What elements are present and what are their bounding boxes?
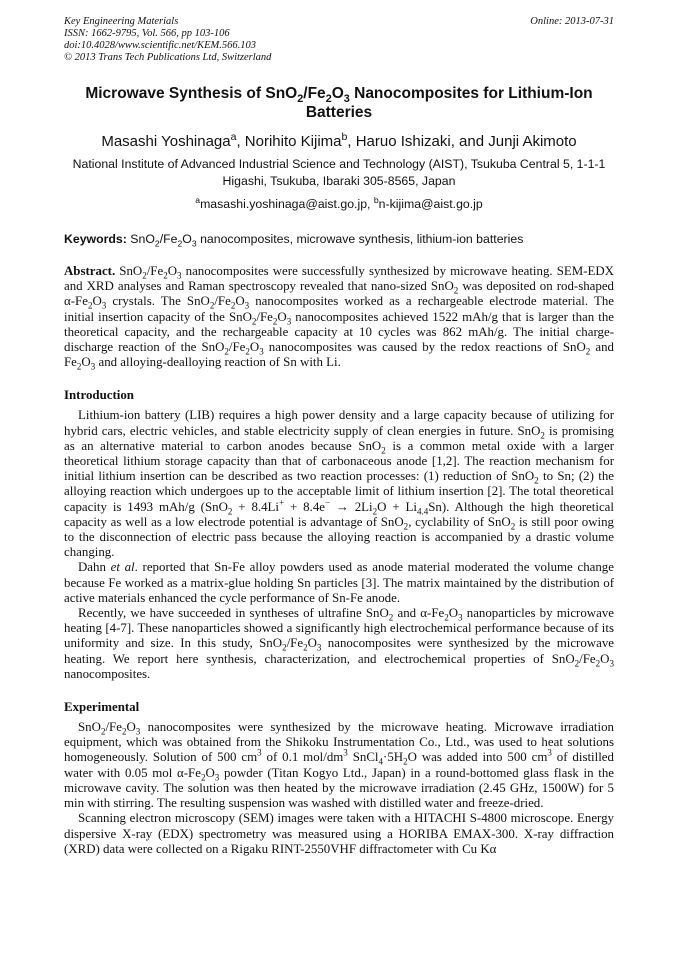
- paper-title: Microwave Synthesis of $SnO_2/Fe_2O_3$ Nanocomposites for Lithium-Ion Batteries: [85, 85, 593, 121]
- author-list: Masashi Yoshinaga$^a$, Norihito Kijima$^b$, Haruo Ishizaki, and Junji Akimoto: [101, 131, 577, 150]
- affiliation: National Institute of Advanced Industrial Science and Technology (AIST), Tsukuba Central 5, 1-1-1 Higashi, Tsukuba, Ibaraki 305-8565, Japan: [72, 157, 606, 188]
- paragraph: Lithium-ion battery (LIB) requires a high power density and a large capacity because of utilizing for hybrid cars, electric vehicles, and stable electricity supply of clean energies in future. SnO$_2$ is promising as an alternative material to carbon anodes because SnO$_2$ is a common metal oxide with a larger theoretical lithium storage capacity than that of carbonaceous anode [1,2]. The reaction mechanism for initial lithium insertion can be described as two reaction processes: (1) reduction of SnO$_2$ to Sn; (2) the alloying reaction which undergoes up to the acceptable limit of lithium insertion [2]. The total theoretical capacity is 1493 mAh/g $(SnO_2 + 8.4Li^+ + 8.4e^- \to 2Li_2O + Li_{4.4}Sn)$. Although the high theoretical capacity as well as a low electrode potential is advantage of SnO$_2$, cyclability of SnO$_2$ is still poor owing to the disconnection of electric pass because the alloying reaction is accompanied by a drastic volume changing.: [64, 408, 615, 560]
- author-name: Masashi Yoshinaga: [101, 133, 231, 150]
- section-heading-introduction: Introduction: [64, 388, 134, 403]
- keywords: Keywords: $SnO_2/Fe_2O_3$ nanocomposites, microwave synthesis, lithium-ion batteries: [64, 232, 524, 249]
- author-emails: $^a$masashi.yoshinaga@aist.go.jp, $^b$n-kijima@aist.go.jp: [195, 194, 483, 211]
- abstract-label: Abstract.: [64, 264, 116, 278]
- section-heading-experimental: Experimental: [64, 700, 140, 715]
- paragraph: Dahn et al. reported that Sn-Fe alloy powders used as anode material moderated the volume change because Fe worked as a matrix-glue holding Sn particles [3]. The matrix maintained by the distribution of active materials enhanced the cycle performance of Sn-Fe anode.: [64, 560, 614, 605]
- author-name: Haruo Ishizaki, and Junji Akimoto: [355, 133, 577, 150]
- author-name: Norihito Kijima: [244, 133, 342, 150]
- paper-page: [64, 16, 614, 857]
- experimental-section: [64, 720, 614, 857]
- abstract: Abstract. $SnO_2/Fe_2O_3$ nanocomposites were successfully synthesized by microwave heating. SEM-EDX and XRD analyses and Raman spectroscopy revealed that nano-sized SnO$_2$ was deposited on rod-shaped $\alpha-Fe_2O_3$ crystals. The $SnO_2/Fe_2O_3$ nanocomposites worked as a rechargeable electrode material. The initial insertion capacity of the $SnO_2/Fe_2O_3$ nanocomposites achieved 1522 mAh/g that is larger than the theoretical capacity, and the rechargeable capacity at 10 cycles was 862 mAh/g. The initial charge-discharge reaction of the $SnO_2/Fe_2O_3$ nanocomposites was caused by the redox reactions of SnO$_2$ and $Fe_2O_3$ and alloying-dealloying reaction of Sn with Li.: [64, 264, 614, 372]
- introduction-section: [64, 408, 614, 682]
- email-link[interactable]: n-kijima@aist.go.jp: [378, 197, 483, 211]
- online-date: Online: 2013-07-31: [530, 16, 614, 27]
- journal-issn: ISSN: 1662-9795, Vol. 566, pp 103-106: [64, 28, 230, 39]
- journal-name: Key Engineering Materials: [64, 16, 179, 27]
- journal-doi: doi:10.4028/www.scientific.net/KEM.566.103: [64, 40, 256, 51]
- email-link[interactable]: masashi.yoshinaga@aist.go.jp,: [200, 197, 374, 211]
- journal-copyright: © 2013 Trans Tech Publications Ltd, Switzerland: [64, 52, 272, 63]
- paragraph: Recently, we have succeeded in syntheses of ultrafine SnO$_2$ and $\alpha-Fe_2O_3$ nanoparticles by microwave heating [4-7]. These nanoparticles showed a significantly high electrochemical performance because of its uniformity and size. In this study, $SnO_2/Fe_2O_3$ nanocomposites were synthesized by the microwave heating. We report here synthesis, characterization, and electrochemical properties of $SnO_2/Fe_2O_3$ nanocomposites.: [64, 606, 614, 681]
- journal-header: [64, 16, 614, 64]
- paragraph: $SnO_2/Fe_2O_3$ nanocomposites were synthesized by the microwave heating. Microwave irradiation equipment, which was obtained from the Shikoku Instrumentation Co., Ltd., was used to heat solutions homogeneously. Solution of 500 $cm^3$ of 0.1 mol/$dm^3$ $SnCl_4\cdot 5H_2O$ was added into 500 $cm^3$ of distilled water with 0.05 mol $\alpha-Fe_2O_3$ powder (Titan Kogyo Ltd., Japan) in a round-bottomed glass flask in the microwave cavity. The solution was then heated by the microwave irradiation (2.45 GHz, 1500W) for 5 min with stirring. The resulting suspension was washed with distilled water and freeze-dried.: [64, 720, 615, 811]
- paragraph: Scanning electron microscopy (SEM) images were taken with a HITACHI S-4800 microscope. Energy dispersive X-ray (EDX) spectrometry was measured using a HORIBA EMAX-300. X-ray diffraction (XRD) data were collected on a Rigaku RINT-2550VHF diffractometer with Cu Kα: [64, 811, 614, 856]
- keywords-label: Keywords:: [64, 232, 127, 246]
